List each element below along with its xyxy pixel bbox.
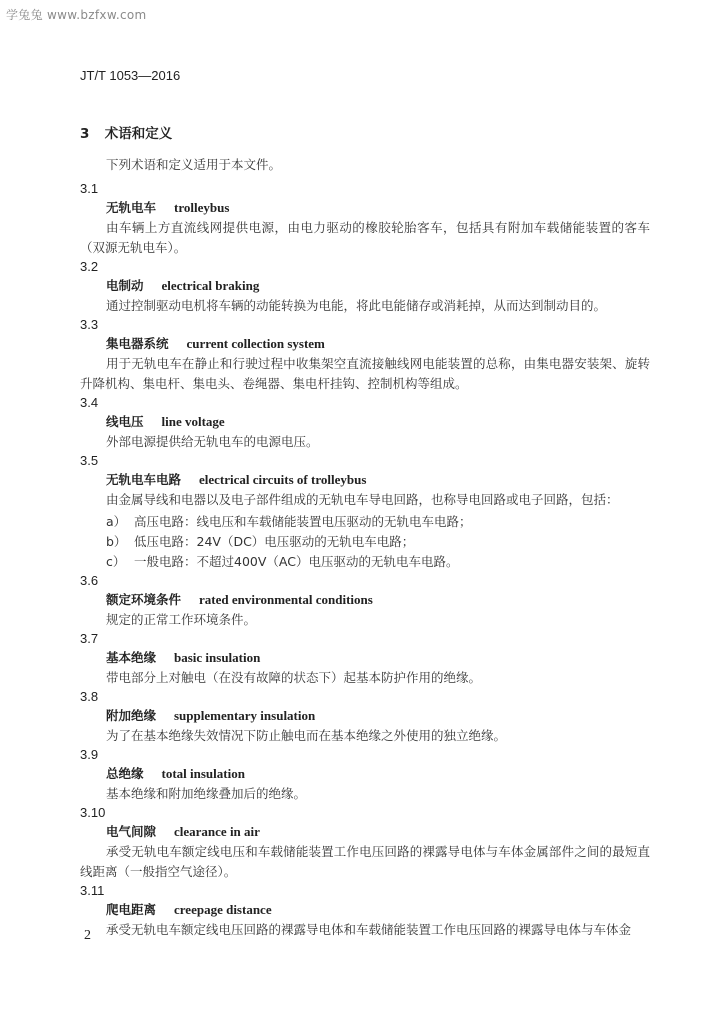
term-number: 3.10 xyxy=(80,805,106,820)
term-definition: 通过控制驱动电机将车辆的动能转换为电能，将此电能储存或消耗掉，从而达到制动目的。 xyxy=(106,298,607,313)
term-entry xyxy=(80,316,650,394)
term-title xyxy=(80,470,650,490)
term-definition: 由金属导线和电器以及电子部件组成的无轨电车导电回路，也称导电回路或电子回路，包括： xyxy=(106,492,619,507)
term-name-en: electrical circuits of trolleybus xyxy=(199,472,367,487)
term-name-zh: 额定环境条件 xyxy=(106,592,182,607)
watermark: 学兔兔 www.bzfxw.com xyxy=(6,8,147,22)
term-entry xyxy=(80,572,650,630)
term-entry xyxy=(80,688,650,746)
list-marker: a） xyxy=(106,514,127,529)
term-number: 3.9 xyxy=(80,747,99,762)
term-name-zh: 线电压 xyxy=(106,414,144,429)
terms-list xyxy=(80,180,650,940)
term-number: 3.5 xyxy=(80,453,99,468)
term-title xyxy=(80,822,650,842)
term-number: 3.3 xyxy=(80,317,99,332)
term-name-zh: 总绝缘 xyxy=(106,766,144,781)
term-name-zh: 电制动 xyxy=(106,278,144,293)
term-entry xyxy=(80,452,650,572)
term-number: 3.8 xyxy=(80,689,99,704)
list-item-text: 高压电路：线电压和车载储能装置电压驱动的无轨电车电路； xyxy=(134,514,472,529)
term-name-zh: 无轨电车电路 xyxy=(106,472,182,487)
section-title: 术语和定义 xyxy=(104,126,173,142)
page-number: 2 xyxy=(84,928,91,943)
term-entry xyxy=(80,746,650,804)
term-entry xyxy=(80,630,650,688)
term-title xyxy=(80,764,650,784)
term-entry xyxy=(80,804,650,882)
term-number: 3.6 xyxy=(80,573,99,588)
term-entry xyxy=(80,180,650,258)
term-name-en: electrical braking xyxy=(161,278,260,293)
term-definition: 为了在基本绝缘失效情况下防止触电而在基本绝缘之外使用的独立绝缘。 xyxy=(106,728,507,743)
term-definition: 带电部分上对触电（在没有故障的状态下）起基本防护作用的绝缘。 xyxy=(106,670,482,685)
term-entry xyxy=(80,882,650,940)
term-title xyxy=(80,198,650,218)
term-entry xyxy=(80,258,650,316)
term-title xyxy=(80,334,650,354)
list-item xyxy=(80,532,650,552)
term-name-zh: 基本绝缘 xyxy=(106,650,157,665)
list-item-text: 低压电路：24V（DC）电压驱动的无轨电车电路； xyxy=(134,534,415,549)
term-name-en: basic insulation xyxy=(174,650,261,665)
section-heading xyxy=(80,122,172,142)
term-number: 3.4 xyxy=(80,395,99,410)
term-name-en: rated environmental conditions xyxy=(199,592,373,607)
term-name-zh: 爬电距离 xyxy=(106,902,157,917)
term-title xyxy=(80,276,650,296)
term-title xyxy=(80,648,650,668)
term-number: 3.11 xyxy=(80,883,105,898)
term-title xyxy=(80,590,650,610)
term-number: 3.2 xyxy=(80,259,99,274)
term-definition: 基本绝缘和附加绝缘叠加后的绝缘。 xyxy=(106,786,307,801)
term-definition: 承受无轨电车额定线电压和车载储能装置工作电压回路的裸露导电体与车体金属部件之间的最短直线距离（一般指空气途径）。 xyxy=(80,844,650,879)
standard-code: JT/T 1053—2016 xyxy=(80,68,181,83)
term-name-en: trolleybus xyxy=(174,200,230,215)
term-name-zh: 集电器系统 xyxy=(106,336,169,351)
term-definition: 规定的正常工作环境条件。 xyxy=(106,612,257,627)
term-entry xyxy=(80,394,650,452)
term-name-en: clearance in air xyxy=(174,824,260,839)
term-name-zh: 无轨电车 xyxy=(106,200,157,215)
term-name-en: current collection system xyxy=(186,336,325,351)
term-name-en: line voltage xyxy=(161,414,225,429)
term-name-en: creepage distance xyxy=(174,902,272,917)
list-marker: b） xyxy=(106,534,127,549)
list-item xyxy=(80,512,650,532)
term-name-zh: 附加绝缘 xyxy=(106,708,157,723)
list-marker: c） xyxy=(106,554,126,569)
term-definition: 由车辆上方直流线网提供电源，由电力驱动的橡胶轮胎客车，包括具有附加车载储能装置的客车（双源无轨电车）。 xyxy=(80,220,650,255)
section-number: 3 xyxy=(80,126,90,142)
term-name-en: total insulation xyxy=(161,766,245,781)
term-definition: 用于无轨电车在静止和行驶过程中收集架空直流接触线网电能装置的总称，由集电器安装架、旋转升降机构、集电杆、集电头、卷绳器、集电杆挂钩、控制机构等组成。 xyxy=(80,356,650,391)
section-intro: 下列术语和定义适用于本文件。 xyxy=(106,157,282,172)
term-title xyxy=(80,900,650,920)
term-number: 3.7 xyxy=(80,631,99,646)
list-item xyxy=(80,552,650,572)
term-title xyxy=(80,706,650,726)
term-name-zh: 电气间隙 xyxy=(106,824,157,839)
term-number: 3.1 xyxy=(80,181,99,196)
term-name-en: supplementary insulation xyxy=(174,708,316,723)
list-item-text: 一般电路：不超过400V（AC）电压驱动的无轨电车电路。 xyxy=(134,554,459,569)
term-title xyxy=(80,412,650,432)
term-definition: 承受无轨电车额定线电压回路的裸露导电体和车载储能装置工作电压回路的裸露导电体与车体金 xyxy=(106,922,632,937)
term-definition: 外部电源提供给无轨电车的电源电压。 xyxy=(106,434,319,449)
